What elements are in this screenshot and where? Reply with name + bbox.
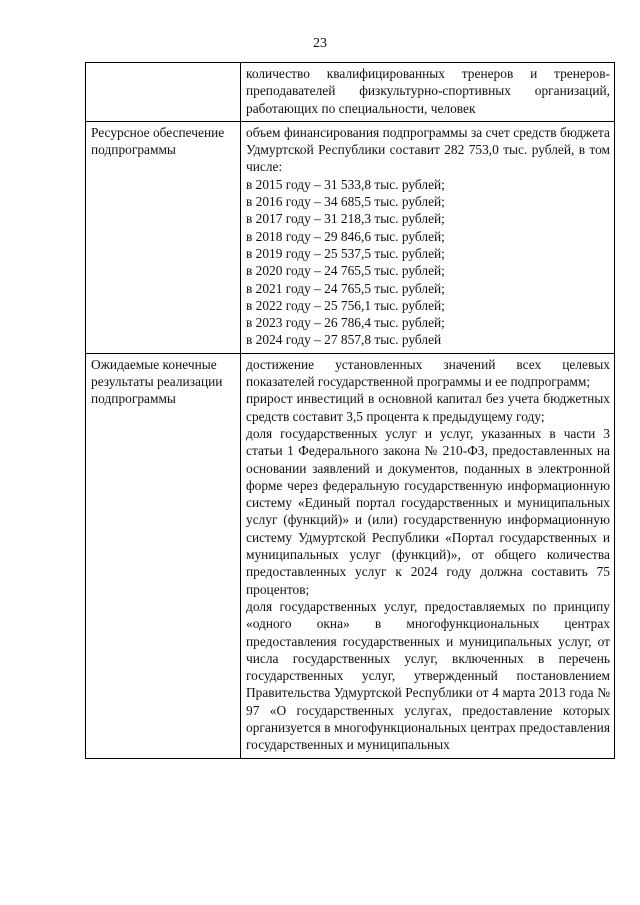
financing-year-2016: в 2016 году – 34 685,5 тыс. рублей; — [246, 194, 445, 210]
trainers-indicator-text — [241, 63, 615, 122]
result-paragraph-one-window: доля государственных услуг, предоставляемых по принципу «одного окна» в многофункциональных центрах предоставления государственных и муниципальных услуг, от числа государственных услуг, включенных в перечень государственных услуг, утвержденный постановлением Правительства Удмуртской Республики от 4 марта 2013 года № 97 «О государственных услугах, предоставление которых организуется в многофункциональных центрах предоставления государственных и муниципальных — [246, 598, 610, 753]
resource-provision-label: Ресурсное обеспечение подпрограммы — [86, 121, 241, 353]
expected-results-content — [241, 353, 615, 758]
result-paragraph-investments: прирост инвестиций в основной капитал без учета бюджетных средств составит 3,5 процента к предыдущему году; — [246, 391, 610, 424]
table-row-trainers-indicator — [86, 63, 615, 122]
financing-year-2022: в 2022 году – 25 756,1 тыс. рублей; — [246, 297, 445, 313]
financing-intro: объем финансирования подпрограммы за счет средств бюджета Удмуртской Республики составит 282 753,0 тыс. рублей, в том числе: — [246, 124, 610, 175]
financing-year-2019: в 2019 году – 25 537,5 тыс. рублей; — [246, 245, 445, 261]
page-number: 23 — [313, 36, 327, 51]
financing-year-2018: в 2018 году – 29 846,6 тыс. рублей; — [246, 228, 445, 244]
row-label-empty — [86, 63, 241, 122]
resource-provision-content — [241, 121, 615, 353]
expected-results-label: Ожидаемые конечные результаты реализации подпрограммы — [86, 353, 241, 758]
result-paragraph-targets: достижение установленных значений всех целевых показателей государственной программы и ее подпрограмм; — [246, 356, 610, 390]
financing-year-2023: в 2023 году – 26 786,4 тыс. рублей; — [246, 315, 445, 331]
financing-year-2024: в 2024 году – 27 857,8 тыс. рублей — [246, 332, 442, 348]
subprogram-passport-table — [85, 62, 615, 759]
financing-year-2020: в 2020 году – 24 765,5 тыс. рублей; — [246, 263, 445, 279]
result-paragraph-electronic-services: доля государственных услуг и услуг, указанных в части 3 статьи 1 Федерального закона № 210-ФЗ, предоставленных на основании заявлений и документов, поданных в электронной форме через федеральную государственную информационную систему «Единый портал государственных и муниципальных услуг (функций)» и (или) государственную информационную систему Удмуртской Республики «Портал государственных и муниципальных услуг (функций)», от общего количества предоставленных услуг к 2024 году должна составить 75 процентов; — [246, 425, 610, 597]
financing-year-2015: в 2015 году – 31 533,8 тыс. рублей; — [246, 176, 445, 192]
table-row-resource-provision — [86, 121, 615, 353]
financing-year-2017: в 2017 году – 31 218,3 тыс. рублей; — [246, 211, 445, 227]
financing-year-2021: в 2021 году – 24 765,5 тыс. рублей; — [246, 280, 445, 296]
table-row-expected-results — [86, 353, 615, 758]
trainers-indicator-paragraph: количество квалифицированных тренеров и тренеров-преподавателей физкультурно-спортивных организаций, работающих по специальности, человек — [246, 66, 610, 116]
